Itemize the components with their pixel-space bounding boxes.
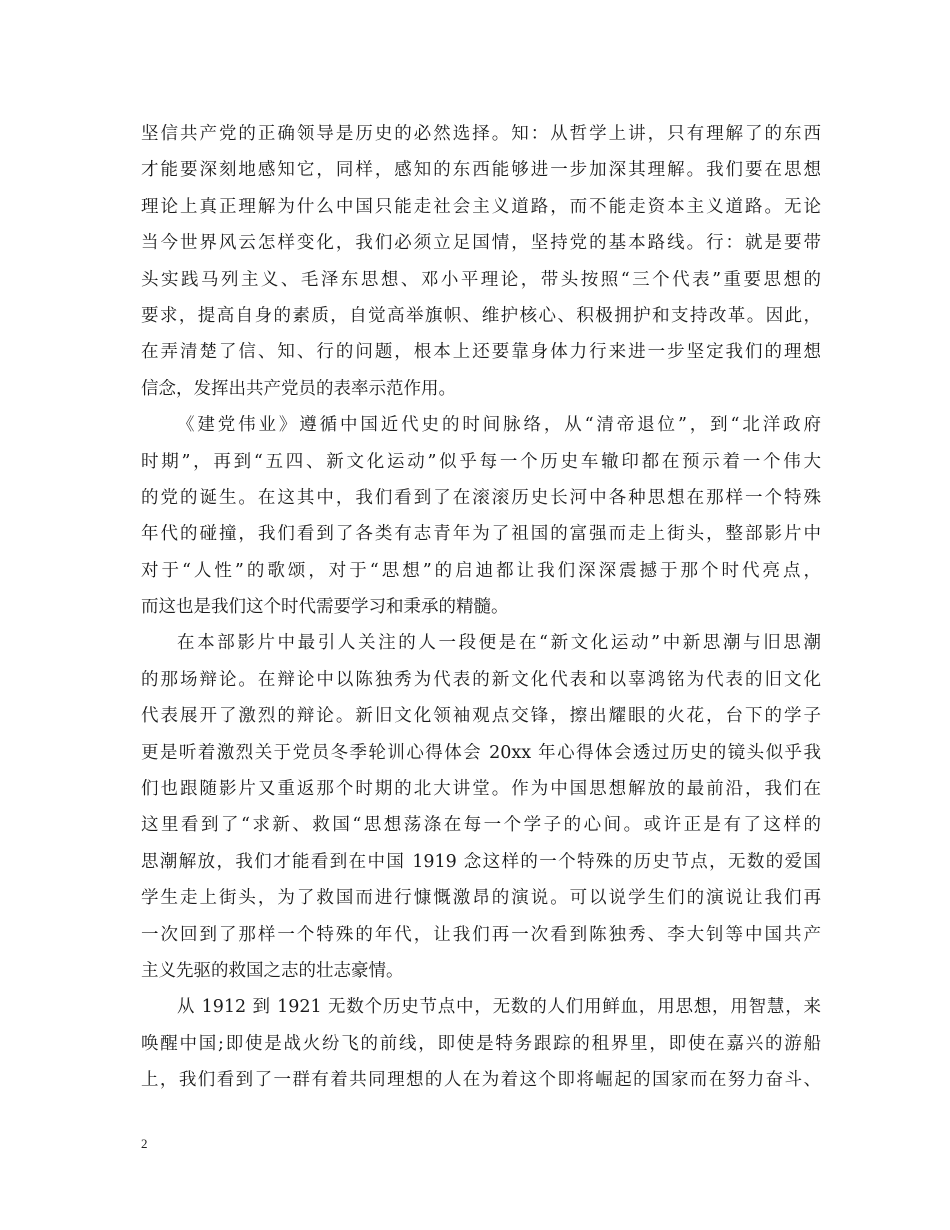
text-line: 的党的诞生。在这其中，我们看到了在滚滚历史长河中各种思想在那样一个特殊 (141, 487, 821, 508)
text-line: 一次回到了那样一个特殊的年代，让我们再一次看到陈独秀、李大钊等中国共产 (141, 924, 821, 945)
text-line: 信念，发挥出共产党员的表率示范作用。 (141, 378, 456, 399)
text-line: 们也跟随影片又重返那个时期的北大讲堂。作为中国思想解放的最前沿，我们在 (141, 779, 821, 800)
text-line: 时期”，再到“五四、新文化运动”似乎每一个历史车辙印都在预示着一个伟大 (141, 451, 821, 472)
text-line: 代表展开了激烈的辩论。新旧文化领袖观点交锋，擦出耀眼的火花，台下的学子 (141, 706, 821, 727)
paragraph (141, 625, 821, 989)
text-line: 思潮解放，我们才能看到在中国 1919 念这样的一个特殊的历史节点，无数的爱国 (141, 851, 821, 872)
text-line: 年代的碰撞，我们看到了各类有志青年为了祖国的富强而走上街头，整部影片中 (141, 524, 821, 545)
text-line: 上，我们看到了一群有着共同理想的人在为着这个即将崛起的国家而在努力奋斗、 (141, 1070, 821, 1091)
text-line: 唤醒中国;即使是战火纷飞的前线，即使是特务跟踪的租界里，即使在嘉兴的游船 (141, 1033, 821, 1054)
text-line: 才能要深刻地感知它，同样，感知的东西能够进一步加深其理解。我们要在思想 (141, 160, 821, 181)
text-line: 从 1912 到 1921 无数个历史节点中，无数的人们用鲜血，用思想，用智慧，来 (177, 997, 821, 1018)
paragraph (141, 407, 821, 625)
paragraph (141, 116, 821, 407)
paragraph (141, 989, 821, 1098)
text-line: 头实践马列主义、毛泽东思想、邓小平理论，带头按照“三个代表”重要思想的 (141, 269, 821, 290)
document-body (141, 116, 821, 1099)
text-line: 对于“人性”的歌颂，对于“思想”的启迪都让我们深深震撼于那个时代亮点， (141, 560, 821, 581)
text-line: 更是听着激烈关于党员冬季轮训心得体会 20xx 年心得体会透过历史的镜头似乎我 (141, 742, 821, 763)
text-line: 学生走上街头，为了救国而进行慷慨激昂的演说。可以说学生们的演说让我们再 (141, 888, 821, 909)
text-line: 当今世界风云怎样变化，我们必须立足国情，坚持党的基本路线。行：就是要带 (141, 233, 821, 254)
text-line: 要求，提高自身的素质，自觉高举旗帜、维护核心、积极拥护和支持改革。因此， (141, 305, 821, 326)
page-number: 2 (141, 1136, 148, 1151)
text-line: 理论上真正理解为什么中国只能走社会主义道路，而不能走资本主义道路。无论 (141, 196, 821, 217)
text-line: 这里看到了“求新、救国“思想荡涤在每一个学子的心间。或许正是有了这样的 (141, 815, 821, 836)
text-line: 而这也是我们这个时代需要学习和秉承的精髓。 (141, 597, 509, 618)
text-line: 坚信共产党的正确领导是历史的必然选择。知：从哲学上讲，只有理解了的东西 (141, 124, 821, 144)
text-line: 在本部影片中最引人关注的人一段便是在“新文化运动”中新思潮与旧思潮 (177, 633, 821, 654)
text-line: 的那场辩论。在辩论中以陈独秀为代表的新文化代表和以辜鸿铭为代表的旧文化 (141, 669, 821, 690)
text-line: 在弄清楚了信、知、行的问题，根本上还要靠身体力行来进一步坚定我们的理想 (141, 342, 821, 363)
text-line: 《建党伟业》遵循中国近代史的时间脉络，从“清帝退位”，到“北洋政府 (177, 415, 821, 436)
text-line: 主义先驱的救国之志的壮志豪情。 (141, 960, 404, 981)
